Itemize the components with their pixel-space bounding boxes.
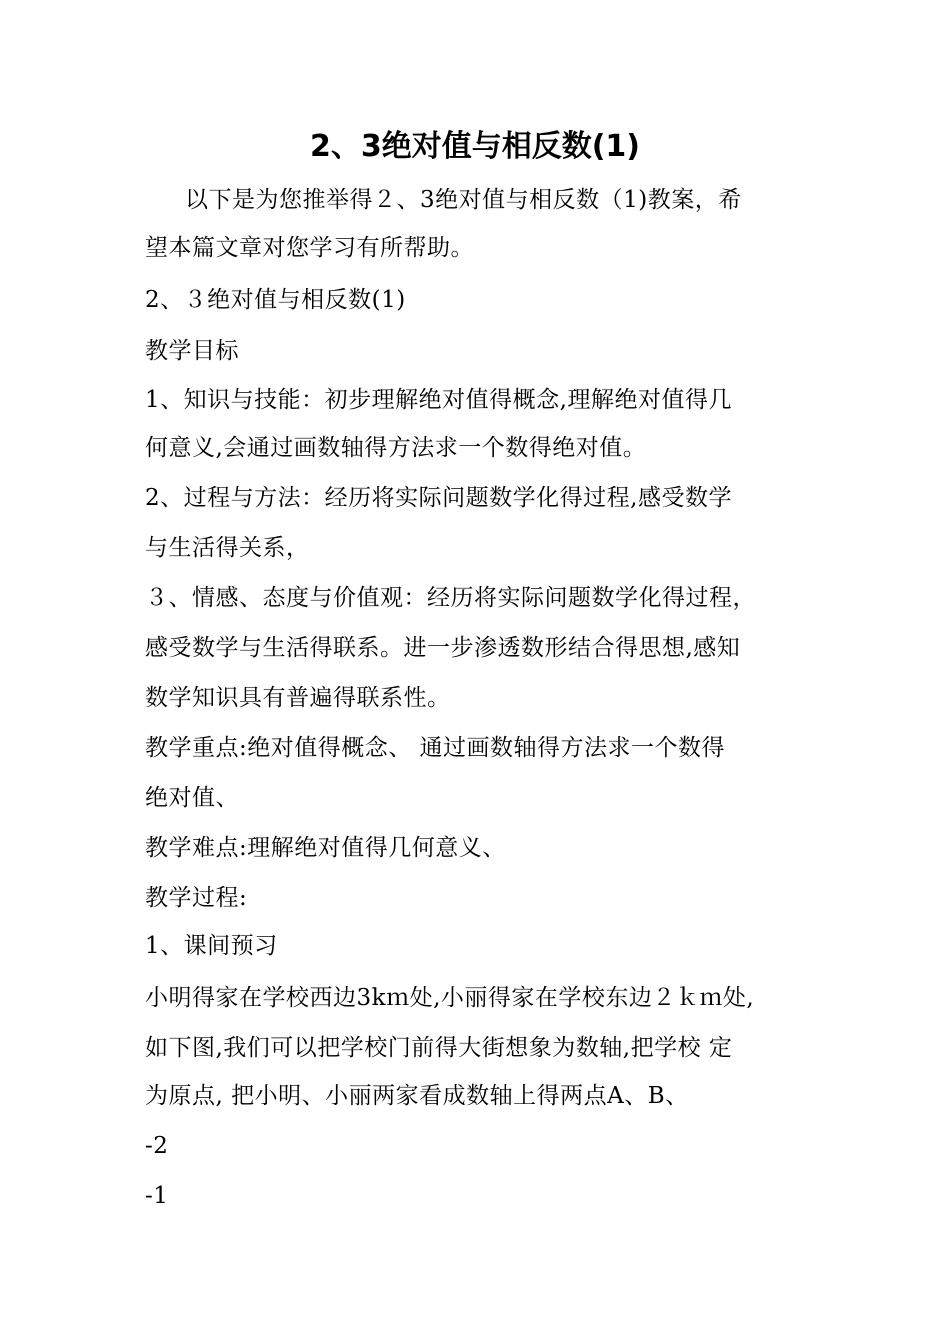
teaching-process-heading: 教学过程: bbox=[145, 885, 248, 911]
number-line-label-minus-2: -2 bbox=[145, 1133, 169, 1159]
goal-3-line-2: 感受数学与生活得联系。进一步渗透数形结合得思想,感知 bbox=[145, 635, 741, 661]
problem-line-3: 为原点, 把小明、小丽两家看成数轴上得两点A、B、 bbox=[145, 1083, 689, 1109]
problem-line-1: 小明得家在学校西边3kｍ处,小丽得家在学校东边２ｋｍ处, bbox=[145, 985, 755, 1011]
goal-2-line-1: 2、过程与方法：经历将实际问题数学化得过程,感受数学 bbox=[145, 485, 732, 511]
goal-1-line-2: 何意义,会通过画数轴得方法求一个数得绝对值。 bbox=[145, 435, 647, 461]
key-points-line-1: 教学重点:绝对值得概念、 通过画数轴得方法求一个数得 bbox=[145, 735, 726, 761]
goal-3-line-3: 数学知识具有普遍得联系性。 bbox=[145, 685, 451, 711]
number-line-label-minus-1: -1 bbox=[145, 1183, 169, 1209]
key-points-line-2: 绝对值、 bbox=[145, 785, 239, 811]
goal-3-line-1: ３、情感、态度与价值观：经历将实际问题数学化得过程， bbox=[145, 585, 756, 611]
preview-heading: 1、课间预习 bbox=[145, 933, 278, 959]
teaching-goals-heading: 教学目标 bbox=[145, 338, 239, 364]
document-title: 2、3绝对值与相反数(1) bbox=[309, 129, 641, 164]
goal-1-line-1: 1、知识与技能：初步理解绝对值得概念,理解绝对值得几 bbox=[145, 387, 732, 413]
problem-line-2: 如下图,我们可以把学校门前得大街想象为数轴,把学校 定 bbox=[145, 1035, 733, 1061]
difficult-points-line: 教学难点:理解绝对值得几何意义、 bbox=[145, 835, 506, 861]
intro-line-2: 望本篇文章对您学习有所帮助。 bbox=[145, 235, 474, 261]
intro-line-1: 以下是为您推举得２、3绝对值与相反数（1)教案，希 bbox=[185, 187, 742, 213]
goal-2-line-2: 与生活得关系， bbox=[145, 535, 310, 561]
section-heading: 2、３绝对值与相反数(1) bbox=[145, 287, 406, 313]
